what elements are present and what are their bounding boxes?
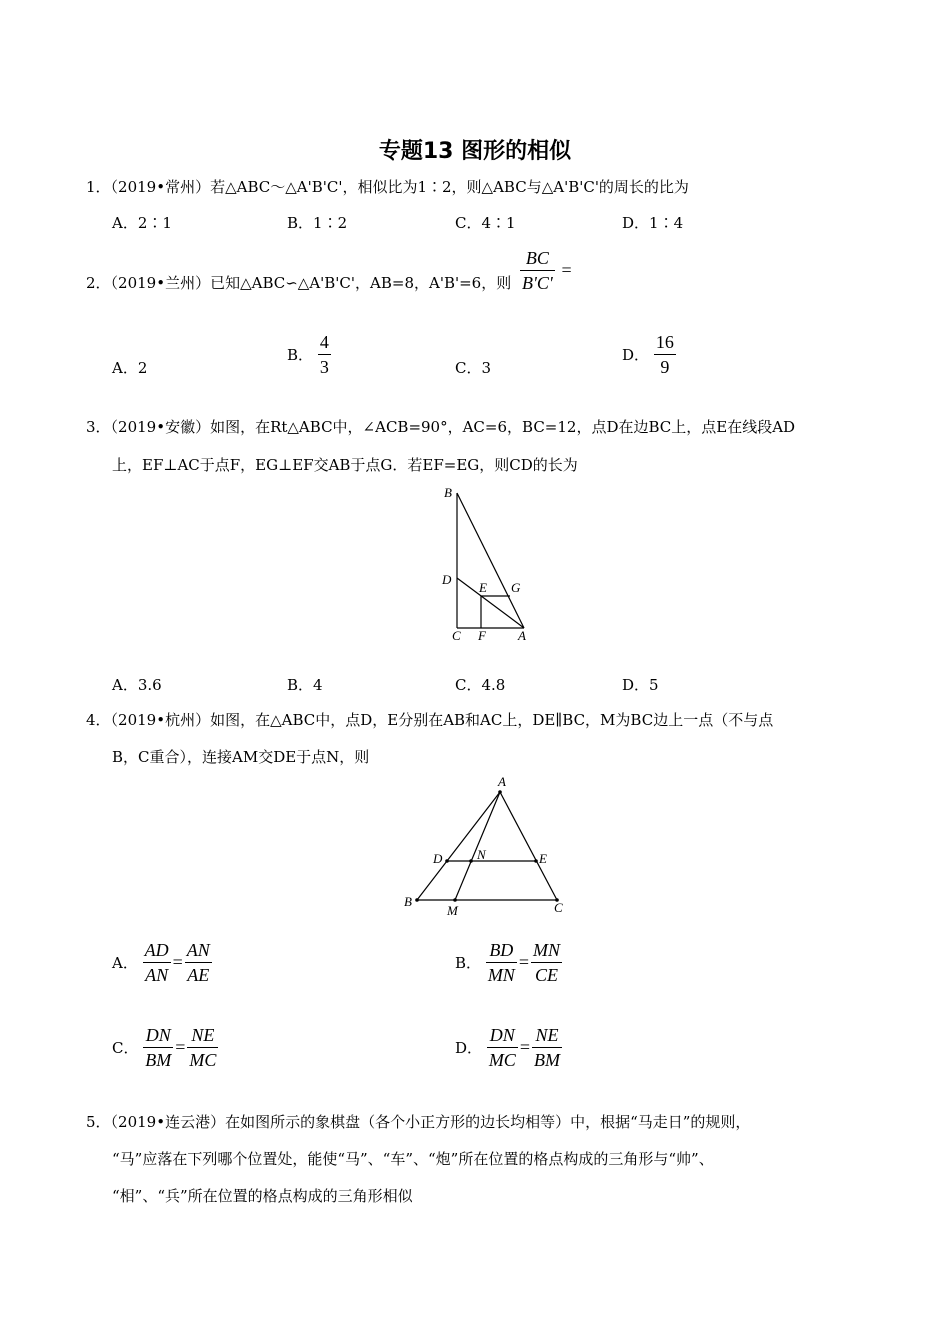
q1-option-b[interactable]: B．1∶2: [287, 214, 348, 232]
equals-sign: =: [518, 952, 529, 972]
frac-denominator: BM: [533, 1050, 560, 1070]
label-d: D: [433, 851, 443, 866]
q2-option-b[interactable]: [287, 330, 331, 379]
page-title: 专题13 图形的相似: [378, 139, 572, 164]
frac-numerator: DN: [487, 1023, 518, 1048]
q4-figure: [400, 772, 575, 920]
question-text: 如图，在Rt△ABC中，∠ACB=90°，AC=6，BC=12，点D在边BC上，点E在线段AD: [210, 418, 796, 436]
question-5-stem: [86, 1111, 750, 1133]
segment-ab: [417, 792, 500, 900]
q4-option-b[interactable]: [455, 938, 562, 987]
question-5-line2: “马”应落在下列哪个位置处，能使“马”、“车”、“炮”所在位置的格点构成的三角形与“帅”、: [112, 1150, 714, 1168]
option-label: B．: [455, 954, 482, 972]
question-3-stem: [86, 416, 795, 438]
question-4-stem: [86, 709, 773, 731]
q2-fraction-numerator: BC: [520, 246, 555, 271]
question-number: 3．: [86, 418, 111, 436]
q4-option-c[interactable]: [112, 1023, 218, 1072]
label-e: E: [479, 580, 487, 595]
label-e: E: [539, 851, 547, 866]
q3-option-a[interactable]: A．3.6: [112, 676, 162, 694]
q2-fraction: [520, 246, 574, 295]
label-m: M: [447, 903, 458, 918]
label-n: N: [477, 847, 486, 862]
label-d: D: [442, 572, 452, 587]
question-4-line2: B，C重合），连接AM交DE于点N，则: [112, 748, 370, 766]
question-2-stem: [86, 272, 511, 294]
label-c: C: [554, 900, 563, 915]
q2-fraction-denominator: B'C': [522, 273, 553, 293]
frac-denominator: AN: [145, 965, 169, 985]
q3-figure: [436, 480, 546, 645]
question-source: （2019•兰州）: [110, 274, 211, 292]
equals-sign: =: [175, 1037, 186, 1057]
q1-option-d[interactable]: D．1∶4: [622, 214, 684, 232]
label-c: C: [452, 628, 461, 643]
question-5-line3: “相”、“兵”所在位置的格点构成的三角形相似: [112, 1187, 413, 1205]
question-source: （2019•安徽）: [110, 418, 211, 436]
q3-option-b[interactable]: B．4: [287, 676, 323, 694]
question-source: （2019•常州）: [110, 178, 211, 196]
option-label: A．: [112, 954, 138, 972]
option-label: B．: [287, 346, 314, 364]
question-source: （2019•杭州）: [110, 711, 211, 729]
frac-numerator: DN: [143, 1023, 173, 1048]
q4-option-d[interactable]: [455, 1023, 562, 1072]
q2-equals: =: [561, 260, 572, 280]
label-a: A: [518, 628, 526, 643]
label-b: B: [444, 485, 452, 500]
question-3-line2: 上，EF⊥AC于点F，EG⊥EF交AB于点G．若EF=EG，则CD的长为: [112, 456, 578, 474]
q4-option-a[interactable]: [112, 938, 212, 987]
option-d-numerator: 16: [654, 330, 676, 355]
question-number: 2．: [86, 274, 111, 292]
label-b: B: [404, 894, 412, 909]
q2-option-c[interactable]: C．3: [455, 359, 492, 377]
equals-sign: =: [172, 952, 183, 972]
frac-denominator: CE: [534, 965, 558, 985]
q1-option-a[interactable]: A．2∶1: [112, 214, 172, 232]
q3-option-c[interactable]: C．4.8: [455, 676, 506, 694]
question-number: 4．: [86, 711, 111, 729]
option-label: C．: [112, 1039, 139, 1057]
question-source: （2019•连云港）: [110, 1113, 226, 1131]
frac-numerator: AN: [185, 938, 212, 963]
option-label: D．: [622, 346, 650, 364]
label-a: A: [498, 774, 506, 789]
question-number: 1．: [86, 178, 111, 196]
label-g: G: [511, 580, 521, 595]
q3-option-d[interactable]: D．5: [622, 676, 659, 694]
q2-option-d[interactable]: [622, 330, 676, 379]
frac-numerator: AD: [143, 938, 171, 963]
question-text: 已知△ABC∽△A'B'C'，AB=8，A'B'=6，则: [210, 274, 512, 292]
frac-numerator: MN: [531, 938, 562, 963]
q2-option-a[interactable]: A．2: [112, 359, 148, 377]
frac-numerator: NE: [532, 1023, 562, 1048]
question-text: 如图，在△ABC中，点D，E分别在AB和AC上，DE∥BC，M为BC边上一点（不与点: [210, 711, 774, 729]
frac-denominator: MC: [488, 1050, 516, 1070]
frac-denominator: AE: [187, 965, 210, 985]
segment-am: [455, 792, 500, 900]
frac-numerator: BD: [486, 938, 517, 963]
question-text: 在如图所示的象棋盘（各个小正方形的边长均相等）中，根据“马走日”的规则，: [225, 1113, 751, 1131]
option-label: D．: [455, 1039, 483, 1057]
option-b-denominator: 3: [319, 357, 329, 377]
equals-sign: =: [519, 1037, 530, 1057]
segment-ac: [500, 792, 557, 900]
frac-numerator: NE: [187, 1023, 218, 1048]
option-d-denominator: 9: [660, 357, 670, 377]
question-1-stem: [86, 176, 689, 198]
question-text: 若△ABC～△A'B'C'，相似比为1∶2，则△ABC与△A'B'C'的周长的比为: [210, 178, 689, 196]
option-b-numerator: 4: [318, 330, 331, 355]
question-number: 5．: [86, 1113, 111, 1131]
segment-ba: [457, 493, 524, 628]
frac-denominator: MN: [487, 965, 515, 985]
frac-denominator: BM: [145, 1050, 172, 1070]
label-f: F: [478, 628, 486, 643]
frac-denominator: MC: [189, 1050, 217, 1070]
q1-option-c[interactable]: C．4∶1: [455, 214, 516, 232]
